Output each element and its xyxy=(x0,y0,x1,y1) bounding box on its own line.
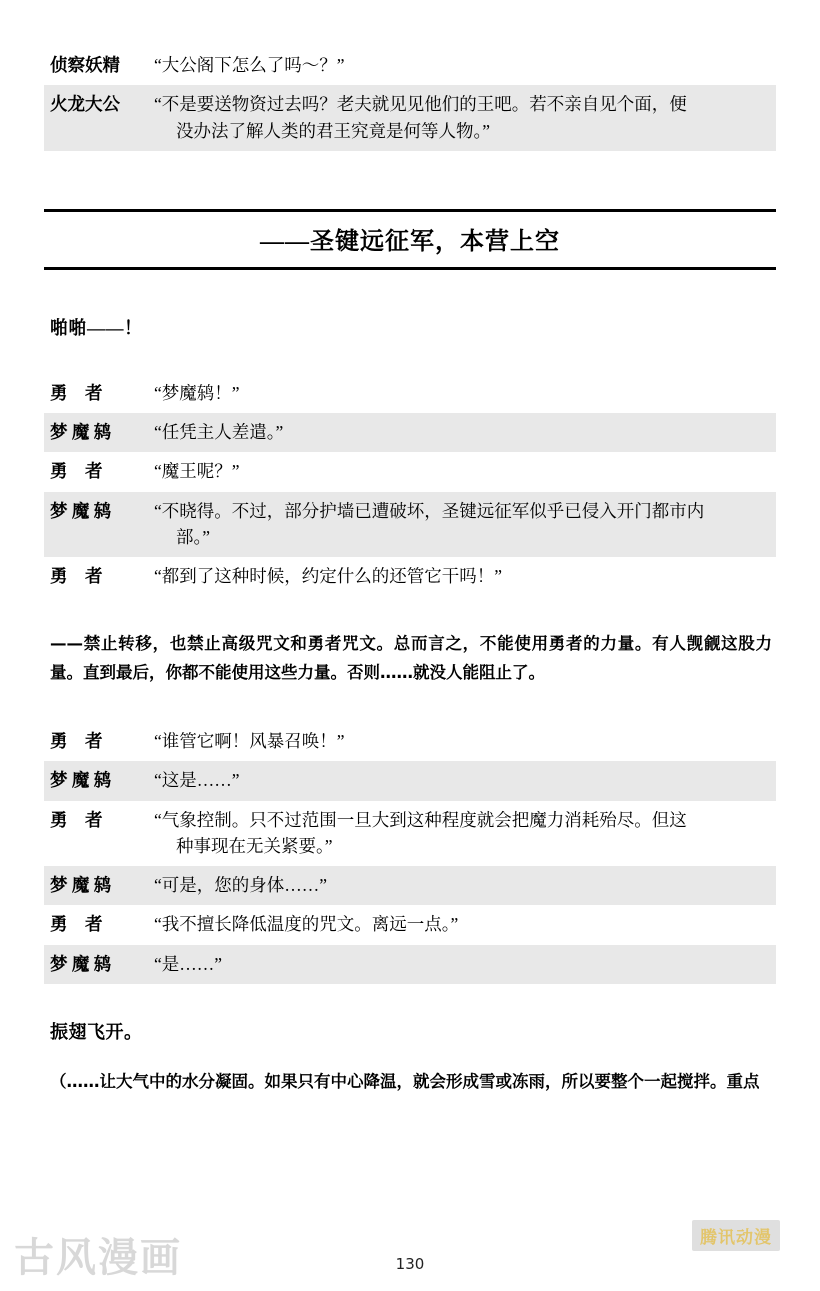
spacer-after-sfx xyxy=(44,340,776,374)
speaker-label: 勇 者 xyxy=(50,461,103,482)
speaker-name xyxy=(44,722,154,761)
speaker-label: 梦 魔 鸫 xyxy=(50,770,112,791)
table-row xyxy=(44,413,776,452)
table-row xyxy=(44,557,776,596)
dialogue-line: “不晓得。不过，部分护墙已遭破坏，圣键远征军似乎已侵入开门都市内 xyxy=(154,500,705,521)
speaker-label: 梦 魔 鸫 xyxy=(50,500,112,521)
dialogue-line: 没办法了解人类的君王究竟是何等人物。” xyxy=(176,120,491,141)
sound-effect-line: 啪啪——！ xyxy=(50,317,143,338)
spacer-before-closing xyxy=(44,1044,776,1068)
speaker-name xyxy=(44,492,154,558)
dialogue-line: “魔王呢？” xyxy=(154,461,240,482)
narration-paragraph: ——禁止转移，也禁止高级咒文和勇者咒文。总而言之，不能使用勇者的力量。有人觊觎这股力量。直到最后，你都不能使用这些力量。否则……就没人能阻止了。 xyxy=(50,634,772,683)
dialogue-text xyxy=(154,374,776,413)
spacer-before-narration xyxy=(44,596,776,630)
speaker-name xyxy=(44,413,154,452)
dialogue-line: “是……” xyxy=(154,953,223,974)
spacer-after-chapter xyxy=(44,280,776,314)
dialogue-text xyxy=(154,945,776,984)
watermark-left: 古风漫画 xyxy=(14,1235,182,1281)
speaker-name xyxy=(44,374,154,413)
speaker-name xyxy=(44,801,154,867)
dialogue-text xyxy=(154,722,776,761)
dialogue-line: 种事现在无关紧要。” xyxy=(176,835,333,856)
closing-paragraph: （……让大气中的水分凝固。如果只有中心降温，就会形成雪或冻雨，所以要整个一起搅拌。重点 xyxy=(50,1071,760,1091)
table-row xyxy=(44,492,776,558)
dialogue-text xyxy=(154,761,776,800)
dialogue-line: “都到了这种时候，约定什么的还管它干吗！” xyxy=(154,566,503,586)
table-row xyxy=(44,452,776,491)
speaker-label: 勇 者 xyxy=(50,382,103,403)
chapter-heading xyxy=(44,209,776,270)
dialogue-block-middle xyxy=(44,374,776,597)
dialogue-text xyxy=(154,557,776,596)
spacer-after-narration xyxy=(44,688,776,722)
dialogue-text xyxy=(154,905,776,944)
speaker-name xyxy=(44,557,154,596)
speaker-label: 梦 魔 鸫 xyxy=(50,875,112,895)
dialogue-text xyxy=(154,801,776,867)
dialogue-line: “任凭主人差遣。” xyxy=(154,422,284,442)
table-row xyxy=(44,905,776,944)
dialogue-line: “气象控制。只不过范围一旦大到这种程度就会把魔力消耗殆尽。但这 xyxy=(154,809,687,830)
sound-effect-line-2: 振翅飞开。 xyxy=(50,1021,143,1042)
page-number: 130 xyxy=(395,1255,425,1273)
speaker-name xyxy=(44,452,154,491)
dialogue-line: “可是，您的身体……” xyxy=(154,875,328,895)
dialogue-line: “不是要送物资过去吗？老夫就见见他们的王吧。若不亲自见个面，便 xyxy=(154,94,687,115)
speaker-name: 侦察妖精 xyxy=(50,55,120,75)
dialogue-text xyxy=(154,85,776,151)
speaker-label: 勇 者 xyxy=(50,809,103,830)
dialogue-line: “这是……” xyxy=(154,770,240,791)
speaker-name xyxy=(44,866,154,905)
speaker-label: 梦 魔 鸫 xyxy=(50,422,112,442)
table-row xyxy=(44,801,776,867)
speaker-name xyxy=(44,761,154,800)
table-row xyxy=(44,85,776,151)
dialogue-text xyxy=(154,413,776,452)
speaker-name xyxy=(44,945,154,984)
watermark-right: 腾讯动漫 xyxy=(692,1220,780,1251)
speaker-label: 勇 者 xyxy=(50,731,103,751)
table-row xyxy=(44,46,776,85)
speaker-name: 火龙大公 xyxy=(50,94,120,115)
dialogue-text xyxy=(154,452,776,491)
dialogue-text xyxy=(154,46,776,85)
speaker-label: 勇 者 xyxy=(50,914,103,935)
table-row xyxy=(44,945,776,984)
table-row xyxy=(44,374,776,413)
table-row xyxy=(44,866,776,905)
dialogue-text xyxy=(154,866,776,905)
table-row xyxy=(44,722,776,761)
dialogue-line: 部。” xyxy=(176,526,211,547)
dialogue-line: “谁管它啊！风暴召唤！” xyxy=(154,731,345,751)
speaker-label: 梦 魔 鸫 xyxy=(50,953,112,974)
speaker-label: 勇 者 xyxy=(50,566,103,586)
dialogue-text xyxy=(154,492,776,558)
spacer-top xyxy=(44,0,776,46)
chapter-title: ——圣键远征军，本营上空 xyxy=(260,228,560,255)
dialogue-line: “我不擅长降低温度的咒文。离远一点。” xyxy=(154,914,459,935)
dialogue-block-lower xyxy=(44,722,776,984)
spacer-before-sfx2 xyxy=(44,984,776,1018)
speaker-name xyxy=(44,905,154,944)
table-row xyxy=(44,761,776,800)
dialogue-line: “梦魔鸫！” xyxy=(154,382,240,403)
dialogue-block-top xyxy=(44,46,776,151)
dialogue-line: “大公阁下怎么了吗～？” xyxy=(154,55,345,75)
